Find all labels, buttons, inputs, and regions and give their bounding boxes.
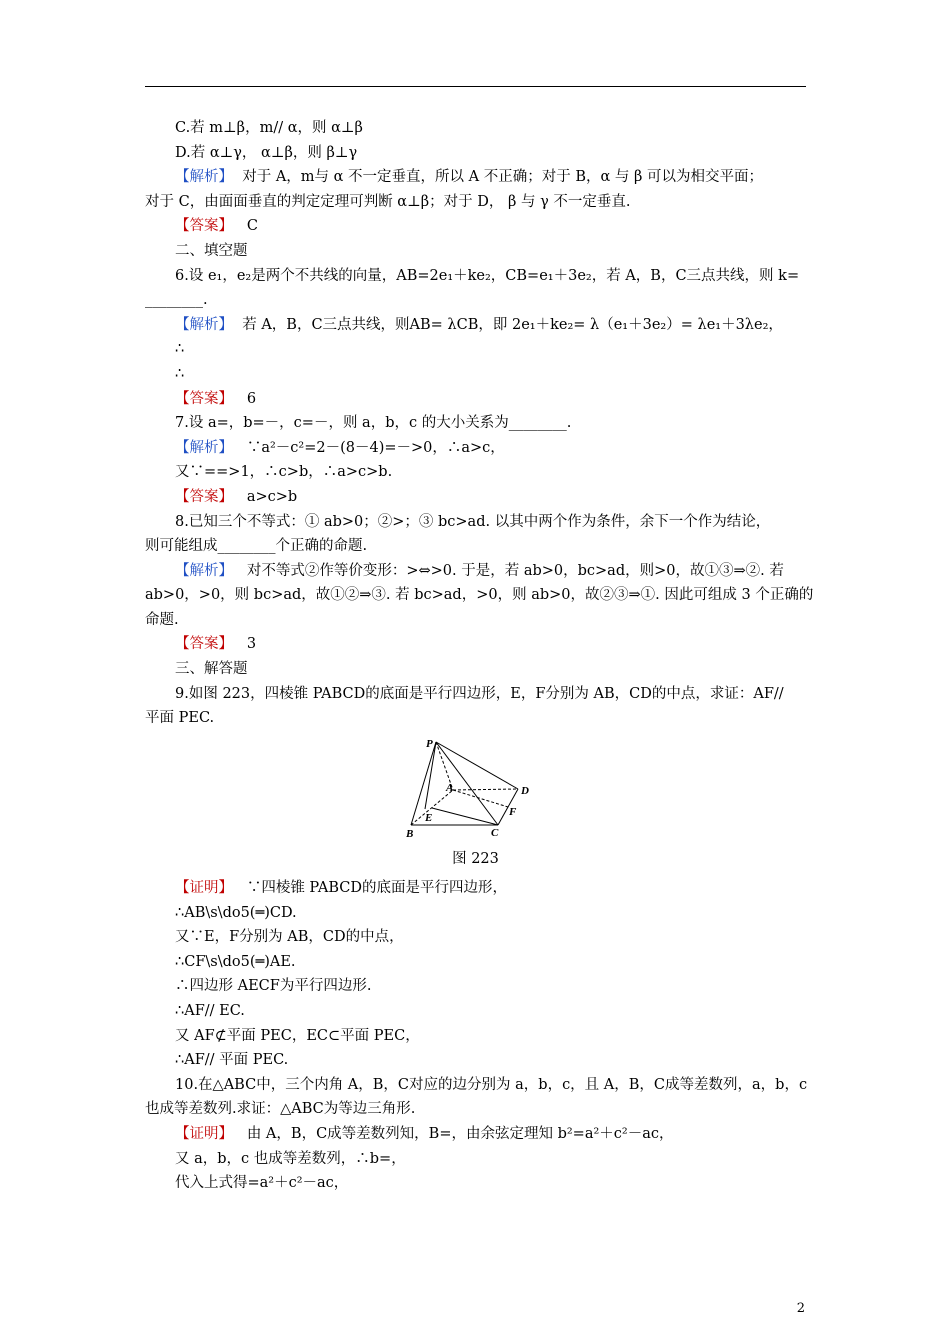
- answer-text: a>c>b: [246, 488, 298, 505]
- option-d: D.若 α⊥γ， α⊥β，则 β⊥γ: [175, 144, 358, 161]
- proof-tag: 【证明】: [175, 880, 233, 897]
- question-7: 7.设 a=，b=－，c=－，则 a，b，c 的大小关系为________.: [175, 415, 572, 432]
- answer-text: C: [246, 218, 258, 235]
- question-10-cont: 也成等差数列.求证：△ABC为等边三角形.: [145, 1101, 416, 1118]
- question-9-cont: 平面 PEC.: [145, 710, 215, 727]
- analysis-8: [145, 559, 806, 584]
- answer-tag: 【答案】: [175, 488, 233, 505]
- proof-10-step2: 代入上式得=a²＋c²－ac，: [175, 1175, 349, 1192]
- label-e: E: [424, 811, 432, 824]
- question-8: 8.已知三个不等式：① ab>0；②>；③ bc>ad. 以其中两个作为条件，余下一个作为结论，: [175, 513, 771, 530]
- proof-9-step2: 又∵E，F分别为 AB，CD的中点，: [175, 929, 404, 946]
- analysis-6: [145, 313, 806, 338]
- answer-tag: 【答案】: [175, 218, 233, 235]
- question-9: 9.如图 223，四棱锥 PABCD的底面是平行四边形，E，F分别为 AB，CD的中点，求证：AF//: [175, 685, 784, 702]
- answer-tag: 【答案】: [175, 390, 233, 407]
- answer-7: [145, 485, 806, 510]
- proof-9-step5: ∴AF// EC.: [175, 1003, 245, 1019]
- analysis-text: 对不等式②作等价变形：>⇔>0. 于是，若 ab>0，bc>ad，则>0，故①③⇒②. 若: [246, 562, 784, 579]
- proof-10-step1: 又 a，b，c 也成等差数列，∴b=，: [175, 1150, 406, 1167]
- analysis-5-cont: 对于 C，由面面垂直的判定定理可判断 α⊥β；对于 D， β 与 γ 不一定垂直.: [145, 193, 631, 210]
- analysis-text: 对于 A，m与 α 不一定垂直，所以 A 不正确；对于 B，α 与 β 可以为相交平面；: [242, 169, 764, 186]
- analysis-7-cont: 又∵==>1，∴c>b，∴a>c>b.: [175, 464, 393, 481]
- analysis-tag: 【解析】: [175, 562, 233, 579]
- proof-10: [145, 1122, 806, 1147]
- analysis-tag: 【解析】: [175, 316, 233, 333]
- analysis-5: [145, 165, 806, 190]
- proof-9: [145, 876, 806, 901]
- label-c: C: [490, 826, 498, 837]
- analysis-tag: 【解析】: [175, 439, 233, 456]
- proof-9-step1: ∴AB\s\do5(═)CD.: [175, 904, 297, 921]
- answer-text: 3: [246, 636, 257, 653]
- label-p: P: [425, 737, 433, 750]
- analysis-tag: 【解析】: [175, 169, 233, 186]
- analysis-6-step1: ∴: [175, 341, 185, 358]
- proof-9-step7: ∴AF// 平面 PEC.: [175, 1052, 289, 1069]
- question-10: 10.在△ABC中，三个内角 A，B，C对应的边分别为 a，b，c，且 A，B，C成等差数列，a，b，c: [175, 1076, 808, 1093]
- section-heading-solve: 三、解答题: [175, 661, 248, 678]
- label-f: F: [508, 805, 516, 818]
- answer-6: [145, 387, 806, 412]
- answer-text: 6: [246, 390, 257, 407]
- question-6-blank: ________.: [145, 292, 208, 309]
- proof-9-step6: 又 AF⊄平面 PEC，EC⊂平面 PEC，: [175, 1027, 420, 1044]
- proof-tag: 【证明】: [175, 1125, 233, 1142]
- analysis-text: ∵a²－c²=2－(8－4)=－>0，∴a>c，: [246, 439, 505, 456]
- analysis-7: [145, 436, 806, 461]
- answer-5: [145, 214, 806, 239]
- proof-text: 由 A，B，C成等差数列知，B=，由余弦定理知 b²=a²＋c²－ac，: [246, 1125, 674, 1142]
- section-heading-fill: 二、填空题: [175, 242, 248, 259]
- proof-9-step4: ∴四边形 AECF为平行四边形.: [175, 978, 372, 995]
- page-number: 2: [796, 1301, 805, 1316]
- answer-tag: 【答案】: [175, 636, 233, 653]
- question-6: 6.设 e₁，e₂是两个不共线的向量，AB=2e₁＋ke₂，CB=e₁＋3e₂，若 A，B，C三点共线，则 k=: [175, 267, 800, 284]
- header-rule: [145, 86, 806, 87]
- label-b: B: [405, 827, 413, 837]
- analysis-8-cont: ab>0，>0，则 bc>ad，故①②⇒③. 若 bc>ad，>0，则 ab>0，故②③⇒①. 因此可组成 3 个正确的: [145, 587, 814, 604]
- analysis-6-step2: ∴: [175, 365, 185, 382]
- pyramid-figure: [145, 737, 806, 846]
- answer-8: [145, 632, 806, 657]
- label-d: D: [520, 784, 529, 797]
- page-content: [145, 116, 814, 1196]
- label-a: A: [445, 781, 453, 794]
- analysis-text: 若 A，B，C三点共线，则AB= λCB，即 2e₁＋ke₂= λ（e₁＋3e₂）= λe₁＋3λe₂，: [242, 316, 783, 333]
- figure-caption: 图 223: [452, 851, 499, 868]
- proof-text: ∵四棱锥 PABCD的底面是平行四边形，: [246, 880, 507, 897]
- proof-9-step3: ∴CF\s\do5(═)AE.: [175, 953, 296, 970]
- question-8-cont: 则可能组成________个正确的命题.: [145, 538, 368, 555]
- option-c: C.若 m⊥β，m// α，则 α⊥β: [175, 120, 363, 136]
- analysis-8-end: 命题.: [145, 611, 179, 628]
- pyramid-diagram: [406, 737, 546, 837]
